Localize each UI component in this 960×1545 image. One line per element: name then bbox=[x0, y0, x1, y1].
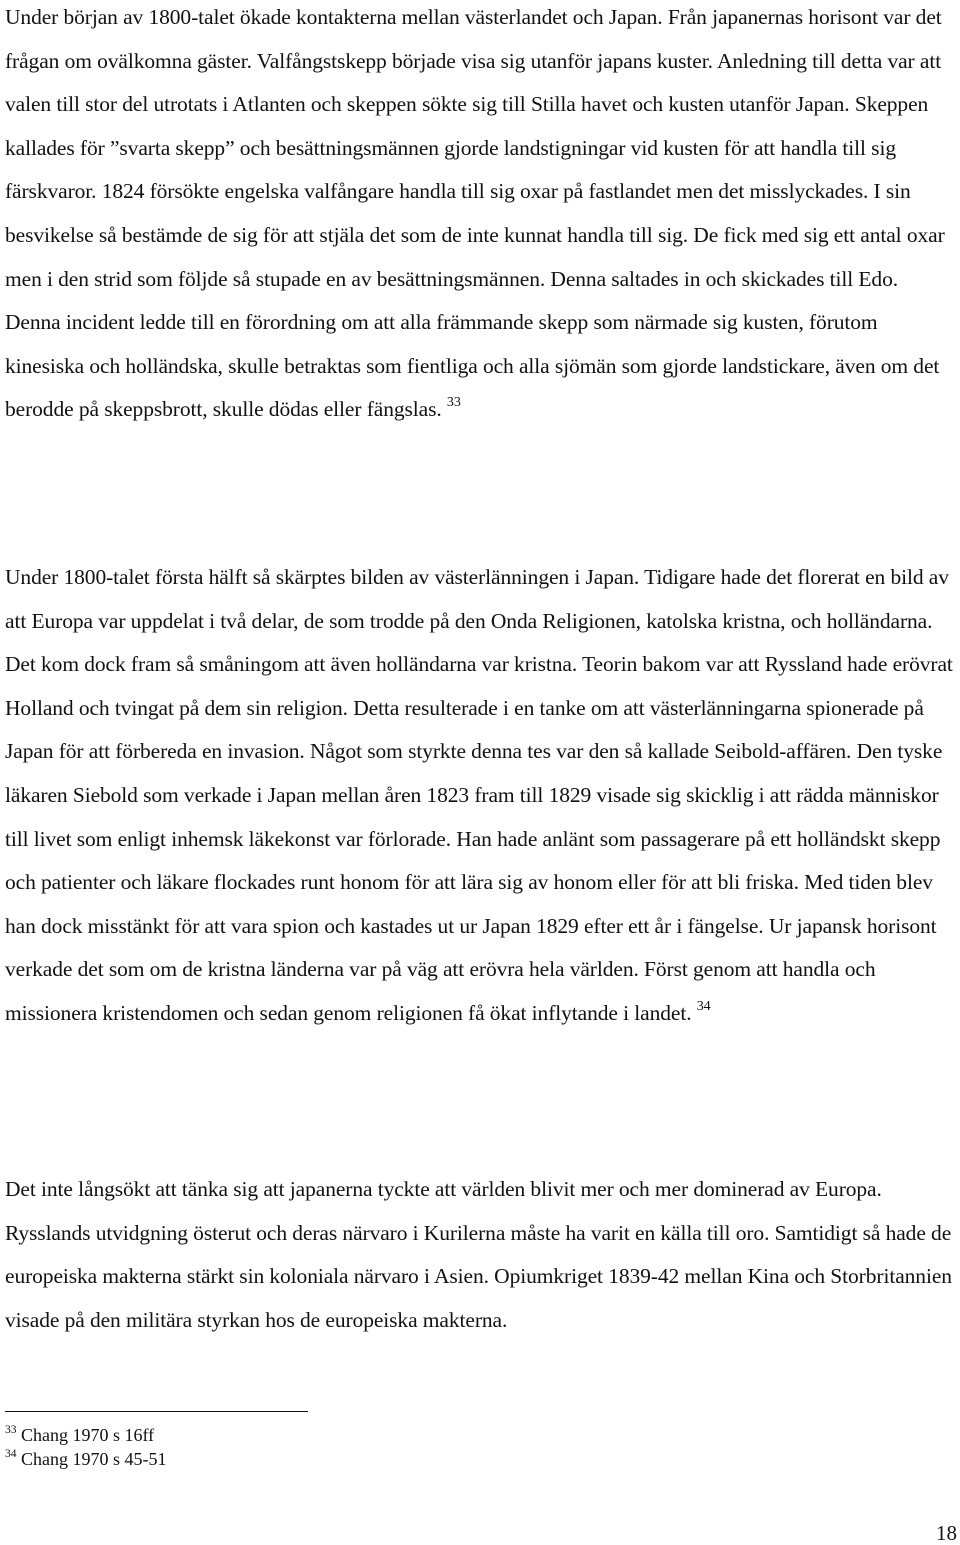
page-number: 18 bbox=[936, 1521, 957, 1545]
footnotes bbox=[5, 1423, 605, 1471]
footnote bbox=[5, 1447, 605, 1471]
body-paragraph bbox=[5, 0, 958, 432]
paragraph-text: Under början av 1800-talet ökade kontakterna mellan västerlandet och Japan. Från japanernas horisont var det frågan om ovälkomna gäster. Valfångstskepp började visa sig utanför japans kuster. Anledning till detta var att valen till stor del utrotats i Atlanten och skeppen sökte sig till Stilla havet och kusten utanför Japan. Skeppen kallades för ”svarta skepp” och besättningsmännen gjorde landstigningar vid kusten för att handla till sig färskvaror. 1824 försökte engelska valfångare handla till sig oxar på fastlandet men det misslyckades. I sin besvikelse så bestämde de sig för att stjäla det som de inte kunnat handla till sig. De fick med sig ett antal oxar men i den strid som följde så stupade en av besättningsmännen. Denna saltades in och skickades till Edo. Denna incident ledde till en förordning om att alla främmande skepp som närmade sig kusten, förutom kinesiska och holländska, skulle betraktas som fientliga och alla sjömän som gjorde landstickare, även om det berodde på skeppsbrott, skulle dödas eller fängslas. bbox=[5, 5, 945, 422]
footnote-number: 34 bbox=[5, 1448, 17, 1460]
footnote bbox=[5, 1423, 605, 1447]
body-paragraph bbox=[5, 1168, 958, 1342]
paragraph-text: Det inte långsökt att tänka sig att japanerna tyckte att världen blivit mer och mer dominerad av Europa. Rysslands utvidgning österut och deras närvaro i Kurilerna måste ha varit en källa till oro. Samtidigt så hade de europeiska makterna stärkt sin koloniala närvaro i Asien. Opiumkriget 1839-42 mellan Kina och Storbritannien visade på den militära styrkan hos de europeiska makterna. bbox=[5, 1177, 952, 1332]
footnote-text: Chang 1970 s 16ff bbox=[21, 1425, 155, 1445]
footnote-reference[interactable]: 33 bbox=[446, 395, 461, 411]
body-paragraph bbox=[5, 556, 958, 1036]
footnote-separator bbox=[5, 1411, 308, 1412]
footnote-reference[interactable]: 34 bbox=[696, 998, 711, 1014]
footnote-number: 33 bbox=[5, 1424, 17, 1436]
footnote-text: Chang 1970 s 45-51 bbox=[21, 1449, 167, 1469]
paragraph-text: Under 1800-talet första hälft så skärptes bilden av västerlänningen i Japan. Tidigare hade det florerat en bild av att Europa var uppdelat i två delar, de som trodde på den Onda Religionen, katolska kristna, och holländarna. Det kom dock fram så småningom att även holländarna var kristna. Teorin bakom var att Ryssland hade erövrat Holland och tvingat på dem sin religion. Detta resulterade i en tanke om att västerlänningarna spionerade på Japan för att förbereda en invasion. Något som styrkte denna tes var den så kallade Seibold-affären. Den tyske läkaren Siebold som verkade i Japan mellan åren 1823 fram till 1829 visade sig skicklig i att rädda människor till livet som enligt inhemsk läkekonst var förlorade. Han hade anlänt som passagerare på ett holländskt skepp och patienter och läkare flockades runt honom för att lära sig av honom eller för att bli friska. Med tiden blev han dock misstänkt för att vara spion och kastades ut ur Japan 1829 efter ett år i fängelse. Ur japansk horisont verkade det som om de kristna länderna var på väg att erövra hela världen. Först genom att handla och missionera kristendomen och sedan genom religionen få ökat inflytande i landet. bbox=[5, 565, 953, 1025]
